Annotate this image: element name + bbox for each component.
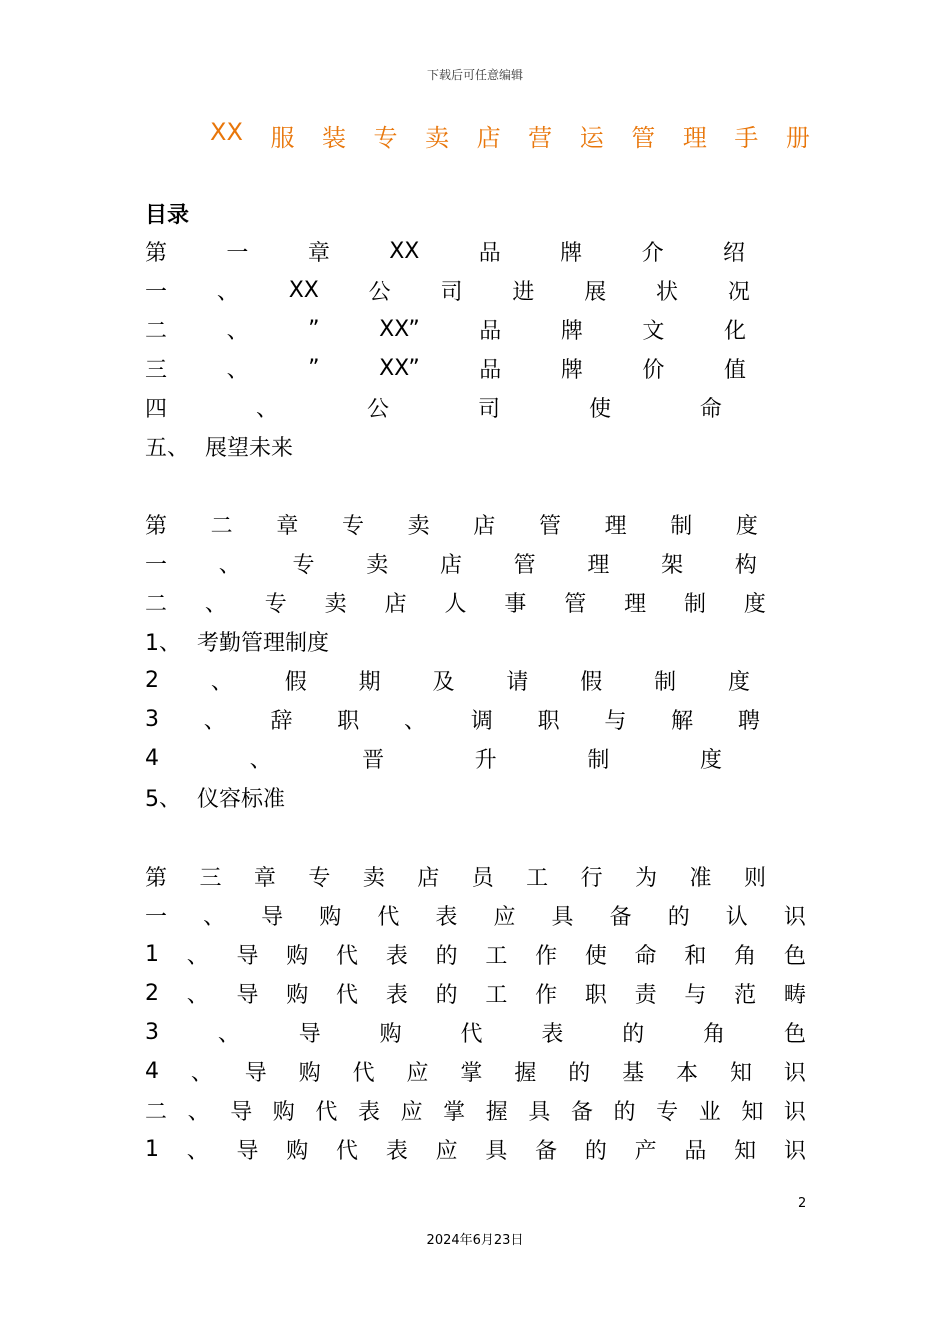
toc-token: 的 [667,904,690,930]
toc-token: 状 [656,279,679,305]
toc-token: 应 [435,1138,458,1164]
toc-token: 、 [226,357,249,383]
toc-token: 、 [218,552,241,578]
toc-token: 工 [485,982,508,1008]
toc-token: 导 [244,1060,267,1086]
toc-token: 人 [444,591,467,617]
toc-token: 、 [186,943,209,969]
toc-token: 2 [145,980,159,1006]
toc-token: 职 [584,982,607,1008]
toc-token: 请 [506,669,529,695]
title-char: 营 [528,124,553,152]
toc-token: 理 [604,513,627,539]
toc-token: 的 [613,1099,636,1125]
toc-token: 二 [145,318,168,344]
toc-token: 表 [385,943,408,969]
toc-entry [145,978,806,1008]
toc-token: 的 [584,1138,607,1164]
toc-token: 职 [337,708,360,734]
toc-token: 购 [379,1021,402,1047]
toc-token: 具 [485,1138,508,1164]
toc-token: 备 [609,904,632,930]
toc-token: 工 [526,865,549,891]
toc-token: 导 [298,1021,321,1047]
toc-token: 理 [624,591,647,617]
toc-token: 角 [703,1021,726,1047]
toc-entry [145,236,745,266]
toc-token: 管 [513,552,536,578]
toc-token: 作 [535,982,558,1008]
toc-token: 的 [435,982,458,1008]
toc-token: 一 [145,552,168,578]
toc-token: 晋 [362,747,385,773]
toc-token: 店 [384,591,407,617]
toc-token: 制 [684,591,707,617]
toc-token: 识 [783,904,806,930]
toc-token: 度 [727,669,750,695]
toc-token: 的 [622,1021,645,1047]
toc-token: 作 [535,943,558,969]
toc-token: 1、 [145,630,181,656]
toc-token: 职 [537,708,560,734]
toc-token: 表 [385,982,408,1008]
toc-token: 表 [357,1099,380,1125]
toc-token: 三 [199,865,222,891]
toc-token: 制 [587,747,610,773]
toc-token: 二 [145,1099,168,1125]
toc-token: 事 [504,591,527,617]
toc-token: 一 [145,279,168,305]
toc-token: 表 [385,1138,408,1164]
toc-token: 章 [276,513,299,539]
toc-token: 制 [654,669,677,695]
toc-token: 章 [307,240,330,266]
toc-token: 管 [564,591,587,617]
toc-token: 应 [406,1060,429,1086]
toc-token: 购 [286,943,309,969]
toc-token: 介 [641,240,664,266]
toc-token: 第 [145,240,168,266]
toc-token: 、 [186,982,209,1008]
toc-token: 购 [286,982,309,1008]
title-char: 专 [373,124,398,152]
toc-token: 架 [661,552,684,578]
toc-token: 度 [699,747,722,773]
toc-token: 及 [432,669,455,695]
toc-token: 进 [512,279,535,305]
toc-token: 4 [145,1058,159,1084]
toc-token: 一 [226,240,249,266]
toc-token: 应 [493,904,516,930]
footer-date: 2024年6月23日 [426,1233,524,1248]
toc-token: 司 [440,279,463,305]
toc-token: 一 [145,904,168,930]
toc-entry [145,900,806,930]
toc-token: 解 [671,708,694,734]
toc-entry [145,392,722,422]
title-char: 册 [785,124,810,152]
toc-entry [145,626,329,656]
toc-entry [145,1017,806,1047]
toc-token: 代 [460,1021,483,1047]
toc-token: 、 [249,747,272,773]
toc-token: 产 [634,1138,657,1164]
toc-token: 的 [435,943,458,969]
toc-token: 畴 [783,982,806,1008]
toc-token: 、 [203,708,226,734]
toc-token: 备 [570,1099,593,1125]
toc-token: 专 [264,591,287,617]
toc-token: 2 [145,667,159,693]
toc-entry [145,1056,806,1086]
toc-heading: 目录 [145,203,190,228]
toc-token: 与 [684,982,707,1008]
toc-token: 基 [622,1060,645,1086]
title-char: 店 [476,124,501,152]
toc-token: XX” [379,316,420,342]
toc-entry [145,861,766,891]
toc-token: 表 [435,904,458,930]
toc-token: ” [308,355,320,381]
toc-token: 握 [485,1099,508,1125]
toc-token: 专 [341,513,364,539]
toc-token: 具 [551,904,574,930]
toc-token: 展 [584,279,607,305]
toc-token: 3 [145,1019,159,1045]
toc-token: 牌 [560,318,583,344]
toc-token: 代 [336,982,359,1008]
title-char: XX [210,118,243,146]
toc-token: 度 [735,513,758,539]
toc-entry [145,1134,806,1164]
toc-token: 升 [474,747,497,773]
toc-token: 使 [588,396,611,422]
toc-token: 工 [485,943,508,969]
toc-token: 调 [470,708,493,734]
toc-token: 卖 [362,865,385,891]
toc-token: XX [288,277,319,303]
toc-token: 展望未来 [205,435,294,461]
toc-token: 、 [216,279,239,305]
toc-token: 、 [210,669,233,695]
toc-token: 四 [145,396,168,422]
toc-token: 辞 [270,708,293,734]
toc-entry [145,1095,806,1125]
toc-token: 价 [642,357,665,383]
toc-token: 具 [528,1099,551,1125]
toc-token: 和 [684,943,707,969]
toc-token: 准 [689,865,712,891]
toc-token: 使 [584,943,607,969]
toc-token: 识 [783,1099,806,1125]
toc-entry [145,314,746,344]
toc-token: 品 [479,357,502,383]
toc-token: 代 [336,1138,359,1164]
toc-token: 假 [580,669,603,695]
toc-token: 与 [604,708,627,734]
toc-token: 假 [284,669,307,695]
toc-token: 色 [783,1021,806,1047]
toc-token: 品 [479,318,502,344]
toc-token: 牌 [560,357,583,383]
toc-token: 则 [743,865,766,891]
toc-token: 、 [226,318,249,344]
title-char: 服 [270,124,295,152]
toc-token: 、 [204,591,227,617]
toc-token: 表 [541,1021,564,1047]
toc-token: 1 [145,941,159,967]
title-char: 运 [579,124,604,152]
title-char: 管 [631,124,656,152]
toc-entry [145,353,746,383]
toc-token: 聘 [737,708,760,734]
toc-token: 度 [743,591,766,617]
toc-token: 知 [741,1099,764,1125]
toc-entry [145,509,758,539]
toc-token: 店 [417,865,440,891]
toc-token: 识 [783,1138,806,1164]
toc-token: 、 [186,1138,209,1164]
toc-token: 第 [145,865,168,891]
toc-token: 代 [352,1060,375,1086]
title-char: 装 [321,124,346,152]
toc-token: 牌 [560,240,583,266]
toc-token: 、 [404,708,427,734]
toc-token: 专 [292,552,315,578]
toc-entry [145,275,750,305]
page-number: 2 [798,1196,807,1211]
toc-token: 认 [725,904,748,930]
toc-token: 员 [471,865,494,891]
toc-token: 、 [187,1099,210,1125]
toc-entry [145,782,285,812]
toc-token: 代 [315,1099,338,1125]
toc-token: 导 [236,943,259,969]
toc-token: 绍 [722,240,745,266]
toc-token: 店 [439,552,462,578]
toc-token: 1 [145,1136,159,1162]
toc-token: 命 [634,943,657,969]
toc-token: 色 [783,943,806,969]
toc-token: 管 [538,513,561,539]
toc-token: ” [308,316,320,342]
toc-token: 卖 [324,591,347,617]
toc-token: 握 [514,1060,537,1086]
toc-token: 公 [366,396,389,422]
toc-token: 的 [568,1060,591,1086]
toc-token: 卖 [407,513,430,539]
toc-token: 卖 [366,552,389,578]
toc-token: 化 [723,318,746,344]
toc-token: 行 [580,865,603,891]
toc-token: 品 [684,1138,707,1164]
toc-token: 知 [734,1138,757,1164]
toc-token: 期 [358,669,381,695]
toc-entry [145,704,760,734]
document-title [210,118,810,153]
toc-token: 第 [145,513,168,539]
toc-token: 专 [656,1099,679,1125]
toc-token: 导 [261,904,284,930]
toc-token: 代 [377,904,400,930]
toc-token: XX” [379,355,420,381]
toc-token: 4 [145,745,159,771]
toc-token: 仪容标准 [197,786,286,812]
toc-token: 代 [336,943,359,969]
toc-token: 购 [286,1138,309,1164]
toc-token: 考勤管理制度 [197,630,330,656]
title-char: 卖 [425,124,450,152]
title-char: 理 [682,124,707,152]
toc-token: 司 [477,396,500,422]
toc-entry [145,939,806,969]
toc-token: 命 [699,396,722,422]
toc-token: 制 [670,513,693,539]
toc-token: 店 [473,513,496,539]
toc-token: 、 [190,1060,213,1086]
toc-token: 品 [478,240,501,266]
toc-token: 购 [272,1099,295,1125]
toc-token: 范 [734,982,757,1008]
toc-token: 应 [400,1099,423,1125]
toc-token: 、 [217,1021,240,1047]
toc-token: 况 [727,279,750,305]
toc-token: 掌 [443,1099,466,1125]
toc-token: 购 [298,1060,321,1086]
toc-token: 5、 [145,786,181,812]
toc-token: 责 [634,982,657,1008]
toc-token: 掌 [460,1060,483,1086]
toc-token: 章 [253,865,276,891]
toc-entry [145,548,757,578]
toc-token: 3 [145,706,159,732]
toc-token: 公 [368,279,391,305]
toc-token: 专 [308,865,331,891]
toc-entry [145,431,293,461]
toc-token: 值 [723,357,746,383]
toc-token: 导 [236,982,259,1008]
toc-token: 角 [734,943,757,969]
toc-token: 识 [783,1060,806,1086]
toc-token: 为 [635,865,658,891]
toc-token: 理 [587,552,610,578]
toc-token: 备 [535,1138,558,1164]
toc-token: 五、 [145,435,190,461]
toc-token: 二 [145,591,168,617]
toc-entry [145,743,722,773]
toc-token: 导 [230,1099,253,1125]
title-char: 手 [734,124,759,152]
toc-token: 、 [203,904,226,930]
toc-token: 构 [734,552,757,578]
toc-token: 购 [319,904,342,930]
toc-token: 知 [729,1060,752,1086]
toc-entry [145,665,750,695]
toc-token: 业 [698,1099,721,1125]
toc-token: XX [389,238,420,264]
toc-token: 、 [255,396,278,422]
header-note: 下载后可任意编辑 [426,68,523,82]
toc-token: 文 [642,318,665,344]
toc-entry [145,587,766,617]
toc-token: 本 [676,1060,699,1086]
toc-token: 三 [145,357,168,383]
toc-token: 二 [210,513,233,539]
toc-token: 导 [236,1138,259,1164]
